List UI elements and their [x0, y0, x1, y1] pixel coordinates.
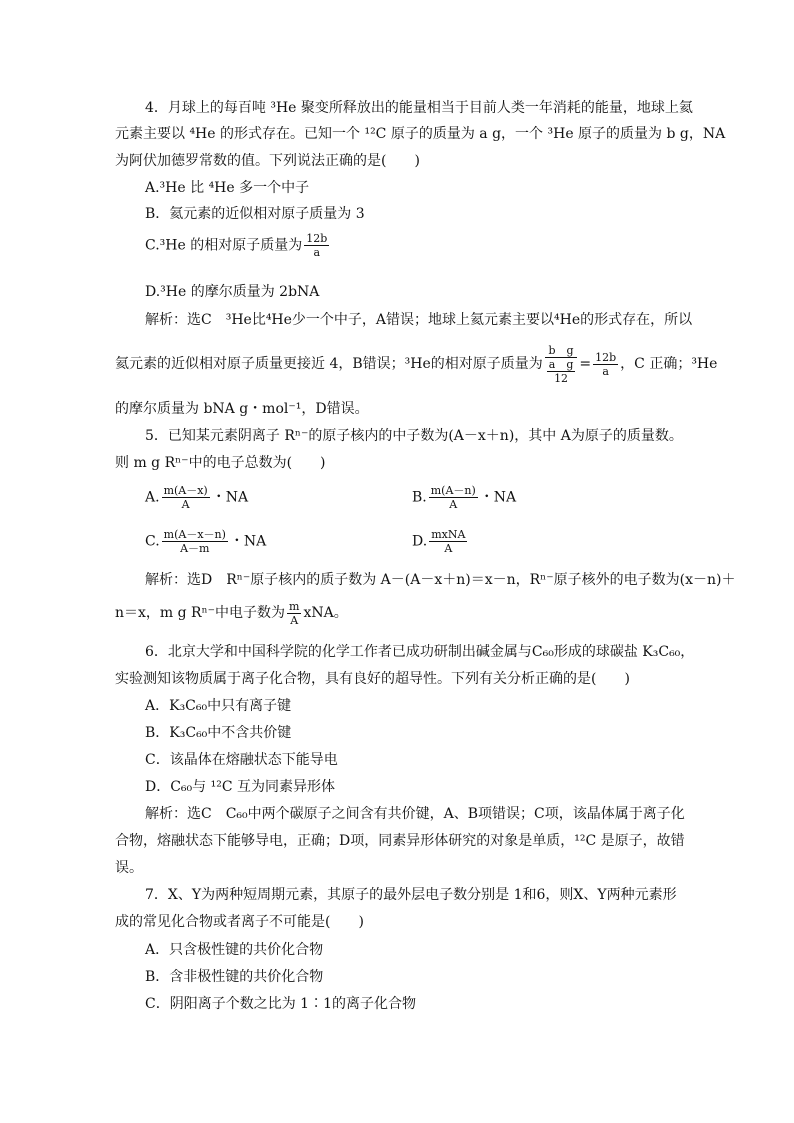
option-label: D.: [412, 533, 428, 550]
q7-option-b: B．含非极性键的共价化合物: [145, 969, 324, 985]
equals-sign: =: [579, 356, 592, 372]
q6-option-d: D．C₆₀与 ¹²C 互为同素异形体: [145, 779, 335, 795]
q4-analysis-line-3: 的摩尔质量为 bNA g・mol⁻¹，D错误。: [115, 401, 369, 417]
fraction-numerator: m(A－x－n): [163, 528, 226, 541]
q6-option-a: A．K₃C₆₀中只有离子键: [145, 698, 292, 714]
nested-fraction: [547, 358, 576, 385]
fraction-numerator: b g: [545, 344, 578, 358]
option-fraction: [162, 484, 210, 511]
option-tail: ・NA: [229, 533, 267, 550]
q4-option-b: B．氦元素的近似相对原子质量为 3: [145, 206, 365, 222]
q4-stem-line-2: 元素主要以 ⁴He 的形式存在。已知一个 ¹²C 原子的质量为 a g，一个 ³He 原子的质量为 b g，NA: [115, 126, 726, 142]
fraction-denominator: A: [290, 613, 299, 627]
q5-option-d: [412, 528, 469, 555]
q5-analysis-line-1: 解析：选D Rⁿ⁻原子核内的质子数为 A－(A－x＋n)＝x－n，Rⁿ⁻原子核外的电子数为(x－n)＋: [145, 572, 736, 588]
fraction-numerator: m: [289, 599, 300, 613]
q4-stem-line-3: 为阿伏加德罗常数的值。下列说法正确的是( ): [115, 153, 420, 169]
fraction-denominator: 12: [554, 371, 569, 385]
q5-option-c: [145, 528, 266, 555]
q5-stem-line-1: 5．已知某元素阴离子 Rⁿ⁻的原子核内的中子数为(A－x＋n)，其中 A为原子的质量数。: [145, 428, 683, 444]
q4-analysis-tail: ，C 正确；³He: [620, 356, 718, 372]
option-label: B.: [412, 489, 427, 506]
fraction-numerator: a g: [548, 357, 574, 371]
option-fraction: [429, 484, 478, 511]
q7-stem-line-2: 成的常见化合物或者离子不可能是( ): [115, 914, 364, 930]
q6-analysis-line-3: 误。: [115, 860, 143, 876]
fraction-denominator: [545, 358, 578, 385]
fraction-numerator: m(A－x): [163, 484, 208, 497]
q4-analysis-line-1: 解析：选C ³He比⁴He少一个中子，A错误；地球上氦元素主要以⁴He的形式存在，所以: [145, 312, 693, 328]
fraction-denominator: A: [181, 498, 190, 511]
option-fraction: [429, 528, 467, 555]
fraction-denominator: A: [449, 498, 458, 511]
q7-option-a: A．只含极性键的共价化合物: [145, 942, 324, 958]
q5-option-a: [145, 484, 248, 511]
fraction-denominator: A: [444, 542, 453, 555]
q4-analysis-line-2: [115, 337, 717, 391]
q6-stem-line-2: 实验测知该物质属于离子化合物，具有良好的超导性。下列有关分析正确的是( ): [115, 671, 630, 687]
q6-analysis-line-1: 解析：选C C₆₀中两个碳原子之间含有共价键，A、B项错误；C项，该晶体属于离子化: [145, 806, 685, 822]
q5-option-b: [412, 484, 516, 511]
q4-option-c-text: C.³He 的相对原子质量为: [145, 237, 303, 254]
q7-stem-line-1: 7．X、Y为两种短周期元素，其原子的最外层电子数分别是 1和6，则X、Y两种元素形: [145, 887, 677, 903]
q4-analysis-fraction: [545, 344, 578, 385]
q4-analysis-text: 氦元素的近似相对原子质量更接近 4，B错误；³He的相对原子质量为: [115, 356, 543, 372]
q6-analysis-line-2: 合物，熔融状态下能够导电，正确；D项，同素异形体研究的对象是单质，¹²C 是原子，故错: [115, 833, 685, 849]
fraction-denominator: a: [313, 246, 321, 259]
option-tail: ・NA: [211, 489, 249, 506]
q4-stem-line-1: 4．月球上的每百吨 ³He 聚变所释放出的能量相当于目前人类一年消耗的能量，地球上氦: [145, 100, 693, 116]
q4-option-c-fraction: [304, 232, 329, 259]
q4-option-a: A.³He 比 ⁴He 多一个中子: [145, 180, 310, 196]
q5-stem-line-2: 则 m g Rⁿ⁻中的电子总数为( ): [115, 455, 326, 471]
option-fraction: [162, 528, 228, 555]
fraction-numerator: m(A－n): [430, 484, 476, 497]
fraction-denominator: A－m: [180, 542, 210, 555]
q5-analysis-line-2: [115, 598, 348, 628]
option-label: A.: [145, 489, 160, 506]
q4-analysis-fraction-2: [593, 351, 618, 378]
option-label: C.: [145, 533, 160, 550]
fraction-numerator: mxNA: [431, 528, 466, 541]
fraction-numerator: 12b: [595, 350, 617, 364]
q5-analysis-tail: xNA。: [303, 605, 348, 621]
q5-analysis-fraction: [287, 600, 301, 627]
q5-analysis-text: n＝x，m g Rⁿ⁻中电子数为: [115, 605, 286, 621]
q6-option-c: C．该晶体在熔融状态下能导电: [145, 752, 338, 768]
q6-stem-line-1: 6．北京大学和中国科学院的化学工作者已成功研制出碱金属与C₆₀形成的球碳盐 K₃C₆₀，: [145, 644, 695, 660]
q6-option-b: B．K₃C₆₀中不含共价键: [145, 725, 292, 741]
q7-option-c: C．阴阳离子个数之比为 1∶1的离子化合物: [145, 996, 416, 1012]
option-tail: ・NA: [479, 489, 517, 506]
fraction-numerator: 12b: [306, 232, 328, 245]
q4-option-c: [145, 232, 331, 259]
fraction-denominator: a: [602, 364, 609, 378]
q4-option-d: D.³He 的摩尔质量为 2bNA: [145, 284, 320, 300]
